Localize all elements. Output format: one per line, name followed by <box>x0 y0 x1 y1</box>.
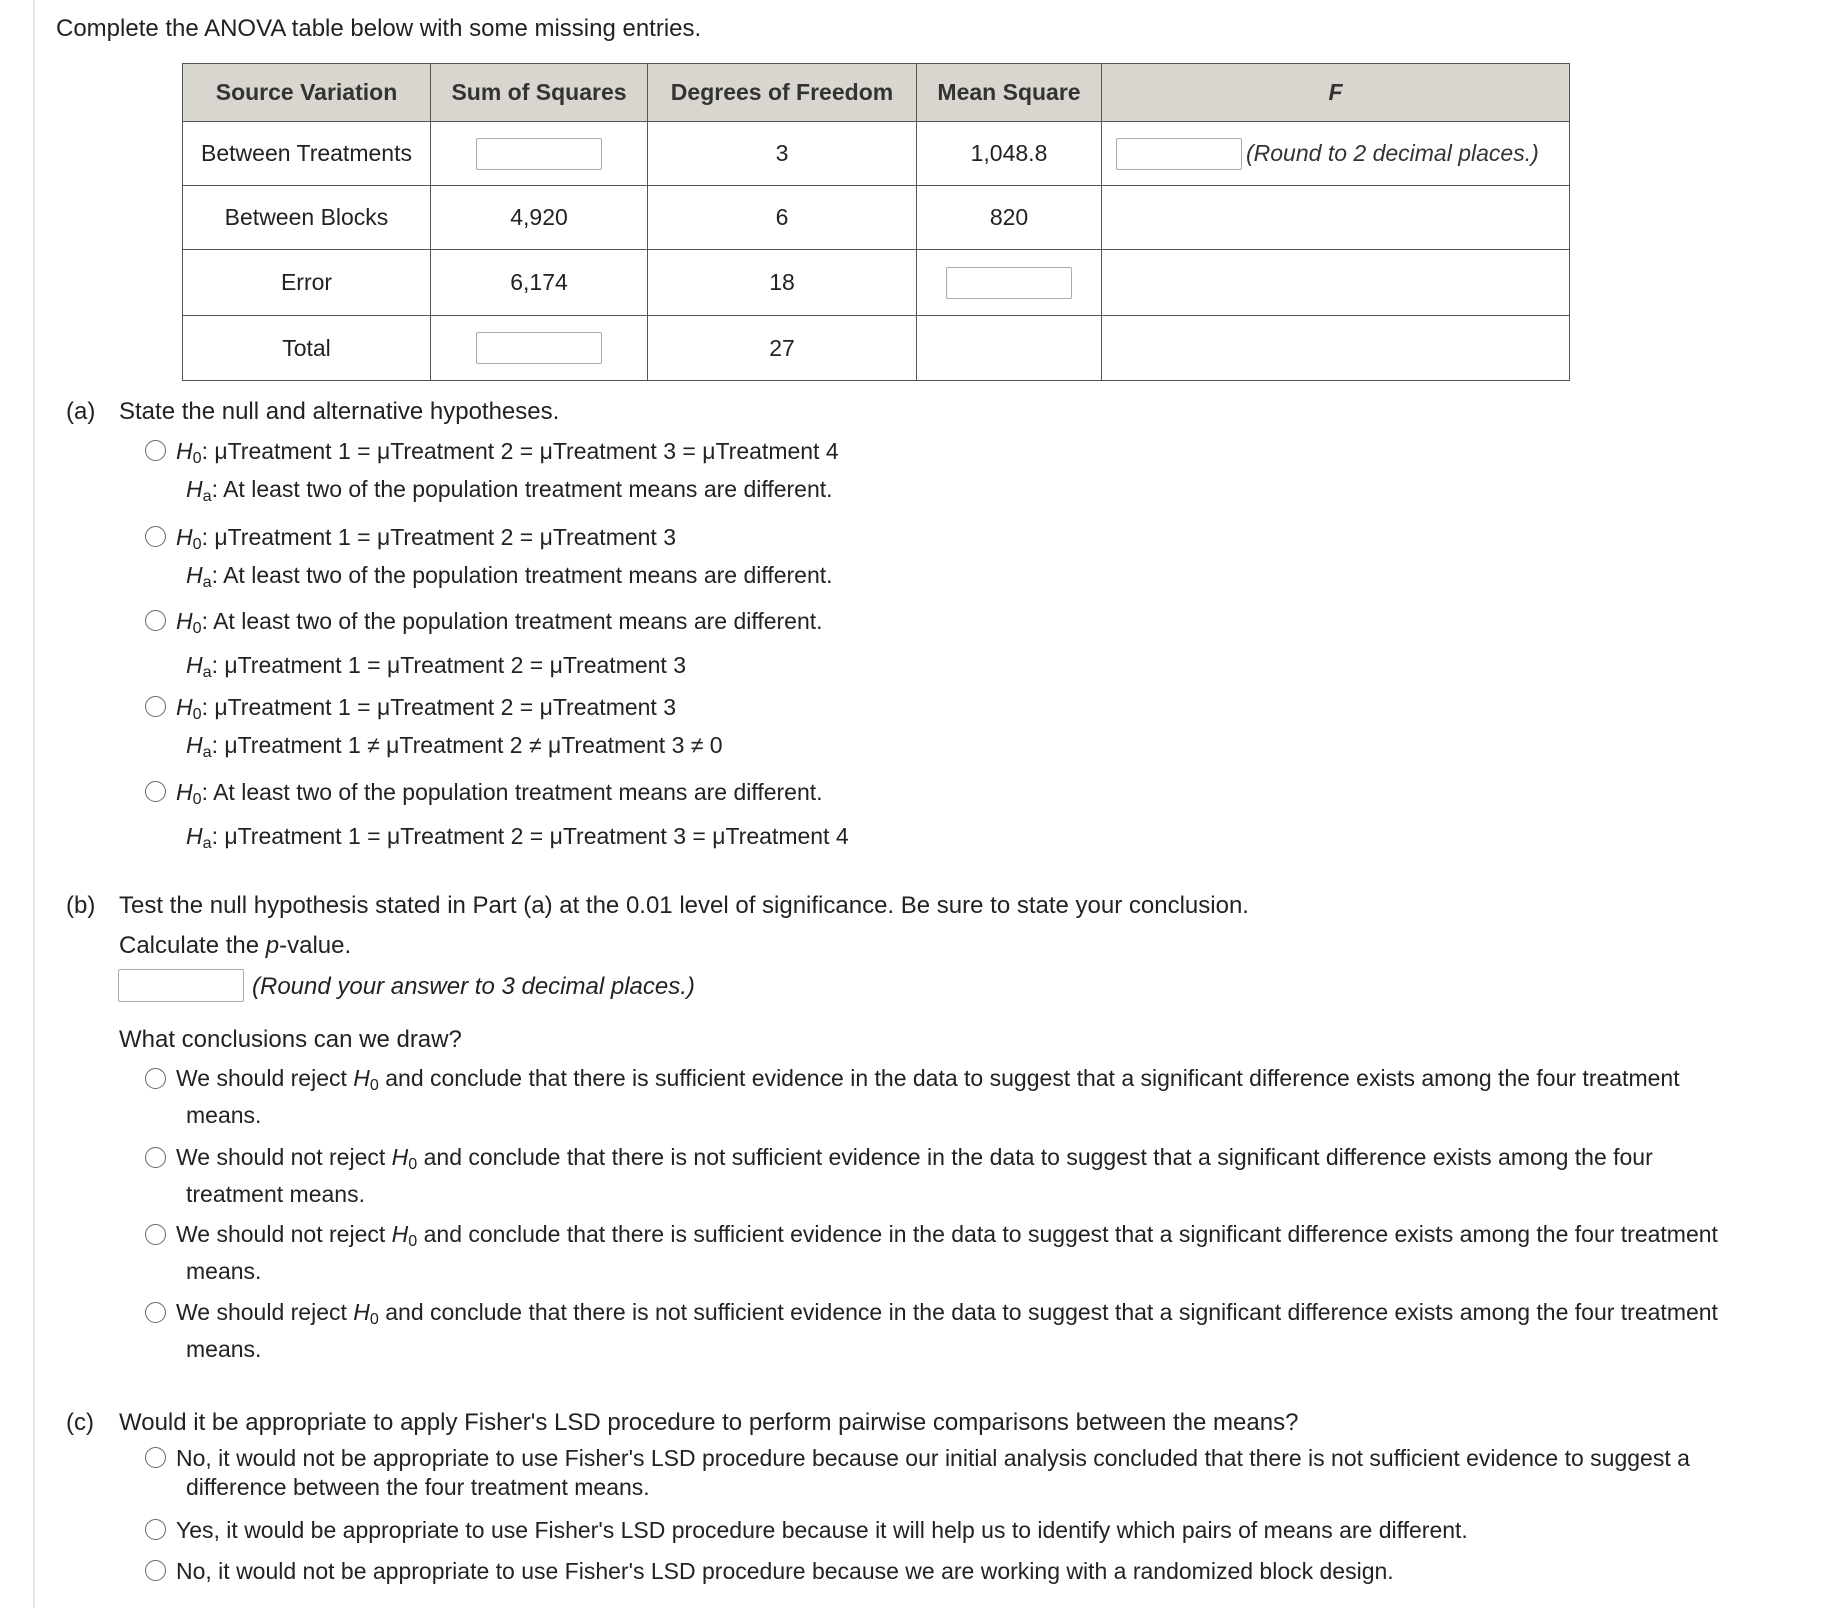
row-source: Total <box>183 316 431 381</box>
option-line-1: No, it would not be appropriate to use Fisher's LSD procedure because our initial analysis concluded that there is not sufficient evidence to suggest a <box>176 1445 1690 1471</box>
header-ss: Sum of Squares <box>431 64 648 122</box>
table-row <box>183 316 1570 381</box>
alt-hypothesis-line: $H_a$: μTreatment 1 = μTreatment 2 = μTreatment 3 = μTreatment 4 <box>186 823 849 852</box>
part-c-option-2-radio[interactable] <box>145 1519 166 1540</box>
option-line-1: We should not reject $H_0$ and conclude that there is sufficient evidence in the data to suggest that a significant difference exists among the four treatment <box>176 1221 1718 1250</box>
df-cell: 3 <box>648 122 917 186</box>
ss-cell: 4,920 <box>431 186 648 250</box>
df-cell: 6 <box>648 186 917 250</box>
f-cell <box>1102 186 1570 250</box>
ms-cell <box>917 250 1102 316</box>
null-hypothesis-line: $H_0$: μTreatment 1 = μTreatment 2 = μTreatment 3 <box>176 694 677 723</box>
part-a-option-5-radio[interactable] <box>145 781 166 802</box>
part-a-option-1-radio[interactable] <box>145 440 166 461</box>
alt-hypothesis-line: $H_a$: At least two of the population treatment means are different. <box>186 562 833 591</box>
null-hypothesis-line: $H_0$: μTreatment 1 = μTreatment 2 = μTreatment 3 = μTreatment 4 <box>176 438 839 467</box>
option-line-2: means. <box>186 1336 262 1362</box>
row-source: Between Treatments <box>183 122 431 186</box>
part-a-label: (a) <box>66 398 96 425</box>
option-line-1: We should reject $H_0$ and conclude that there is not sufficient evidence in the data to suggest that a significant difference exists among the four treatment <box>176 1299 1718 1328</box>
row-source: Between Blocks <box>183 186 431 250</box>
df-cell: 18 <box>648 250 917 316</box>
table-row <box>183 186 1570 250</box>
null-hypothesis-line: $H_0$: At least two of the population treatment means are different. <box>176 779 823 808</box>
part-a-option-2-radio[interactable] <box>145 526 166 547</box>
header-source: Source Variation <box>183 64 431 122</box>
part-b-option-2-radio[interactable] <box>145 1147 166 1168</box>
header-ms: Mean Square <box>917 64 1102 122</box>
option-line-2: difference between the four treatment means. <box>186 1474 650 1500</box>
intro-text: Complete the ANOVA table below with some missing entries. <box>56 15 702 42</box>
header-f: F <box>1102 64 1570 122</box>
part-b-label: (b) <box>66 892 96 919</box>
p-value-input[interactable] <box>118 969 244 1002</box>
option-line-2: treatment means. <box>186 1181 365 1207</box>
ss-cell <box>431 122 648 186</box>
option-line-1: We should not reject $H_0$ and conclude that there is not sufficient evidence in the data to suggest that a significant difference exists among the four <box>176 1144 1653 1173</box>
ss-treatments-input[interactable] <box>476 138 602 170</box>
ss-cell <box>431 316 648 381</box>
anova-table <box>182 63 1570 381</box>
alt-hypothesis-line: $H_a$: μTreatment 1 ≠ μTreatment 2 ≠ μTreatment 3 ≠ 0 <box>186 732 723 761</box>
null-hypothesis-line: $H_0$: μTreatment 1 = μTreatment 2 = μTreatment 3 <box>176 524 677 553</box>
ms-cell: 820 <box>917 186 1102 250</box>
ms-cell <box>917 316 1102 381</box>
calc-p-prompt: Calculate the p-value. <box>119 932 352 959</box>
f-treatments-input[interactable] <box>1116 138 1242 170</box>
alt-hypothesis-line: $H_a$: μTreatment 1 = μTreatment 2 = μTreatment 3 <box>186 652 687 681</box>
part-a-prompt: State the null and alternative hypotheses. <box>119 398 560 425</box>
part-c-option-1-radio[interactable] <box>145 1447 166 1468</box>
option-line-1: No, it would not be appropriate to use Fisher's LSD procedure because we are working with a randomized block design. <box>176 1558 1394 1584</box>
option-line-2: means. <box>186 1258 262 1284</box>
f-cell <box>1102 316 1570 381</box>
header-df: Degrees of Freedom <box>648 64 917 122</box>
part-b-option-3-radio[interactable] <box>145 1224 166 1245</box>
null-hypothesis-line: $H_0$: At least two of the population treatment means are different. <box>176 608 823 637</box>
df-cell: 27 <box>648 316 917 381</box>
ms-error-input[interactable] <box>946 267 1072 299</box>
part-b-prompt: Test the null hypothesis stated in Part (a) at the 0.01 level of significance. Be sure to state your conclusion. <box>119 892 1249 919</box>
ss-cell: 6,174 <box>431 250 648 316</box>
option-line-2: means. <box>186 1102 262 1128</box>
table-row <box>183 250 1570 316</box>
part-c-label: (c) <box>66 1409 94 1436</box>
f-cell <box>1102 250 1570 316</box>
f-cell <box>1102 122 1570 186</box>
table-row <box>183 122 1570 186</box>
part-a-option-3-radio[interactable] <box>145 610 166 631</box>
option-line-1: Yes, it would be appropriate to use Fisher's LSD procedure because it will help us to identify which pairs of means are different. <box>176 1517 1468 1543</box>
part-b-option-4-radio[interactable] <box>145 1302 166 1323</box>
alt-hypothesis-line: $H_a$: At least two of the population treatment means are different. <box>186 476 833 505</box>
f-round-note: (Round to 2 decimal places.) <box>1246 140 1539 166</box>
part-c-prompt: Would it be appropriate to apply Fisher's LSD procedure to perform pairwise comparisons between the means? <box>119 1409 1299 1436</box>
option-line-1: We should reject $H_0$ and conclude that there is sufficient evidence in the data to suggest that a significant difference exists among the four treatment <box>176 1065 1680 1094</box>
table-header-row <box>183 64 1570 122</box>
ss-total-input[interactable] <box>476 332 602 364</box>
ms-cell: 1,048.8 <box>917 122 1102 186</box>
row-source: Error <box>183 250 431 316</box>
part-a-option-4-radio[interactable] <box>145 696 166 717</box>
conclusion-question: What conclusions can we draw? <box>119 1026 462 1053</box>
part-b-option-1-radio[interactable] <box>145 1068 166 1089</box>
p-round-note: (Round your answer to 3 decimal places.) <box>252 973 695 1000</box>
part-c-option-3-radio[interactable] <box>145 1560 166 1581</box>
